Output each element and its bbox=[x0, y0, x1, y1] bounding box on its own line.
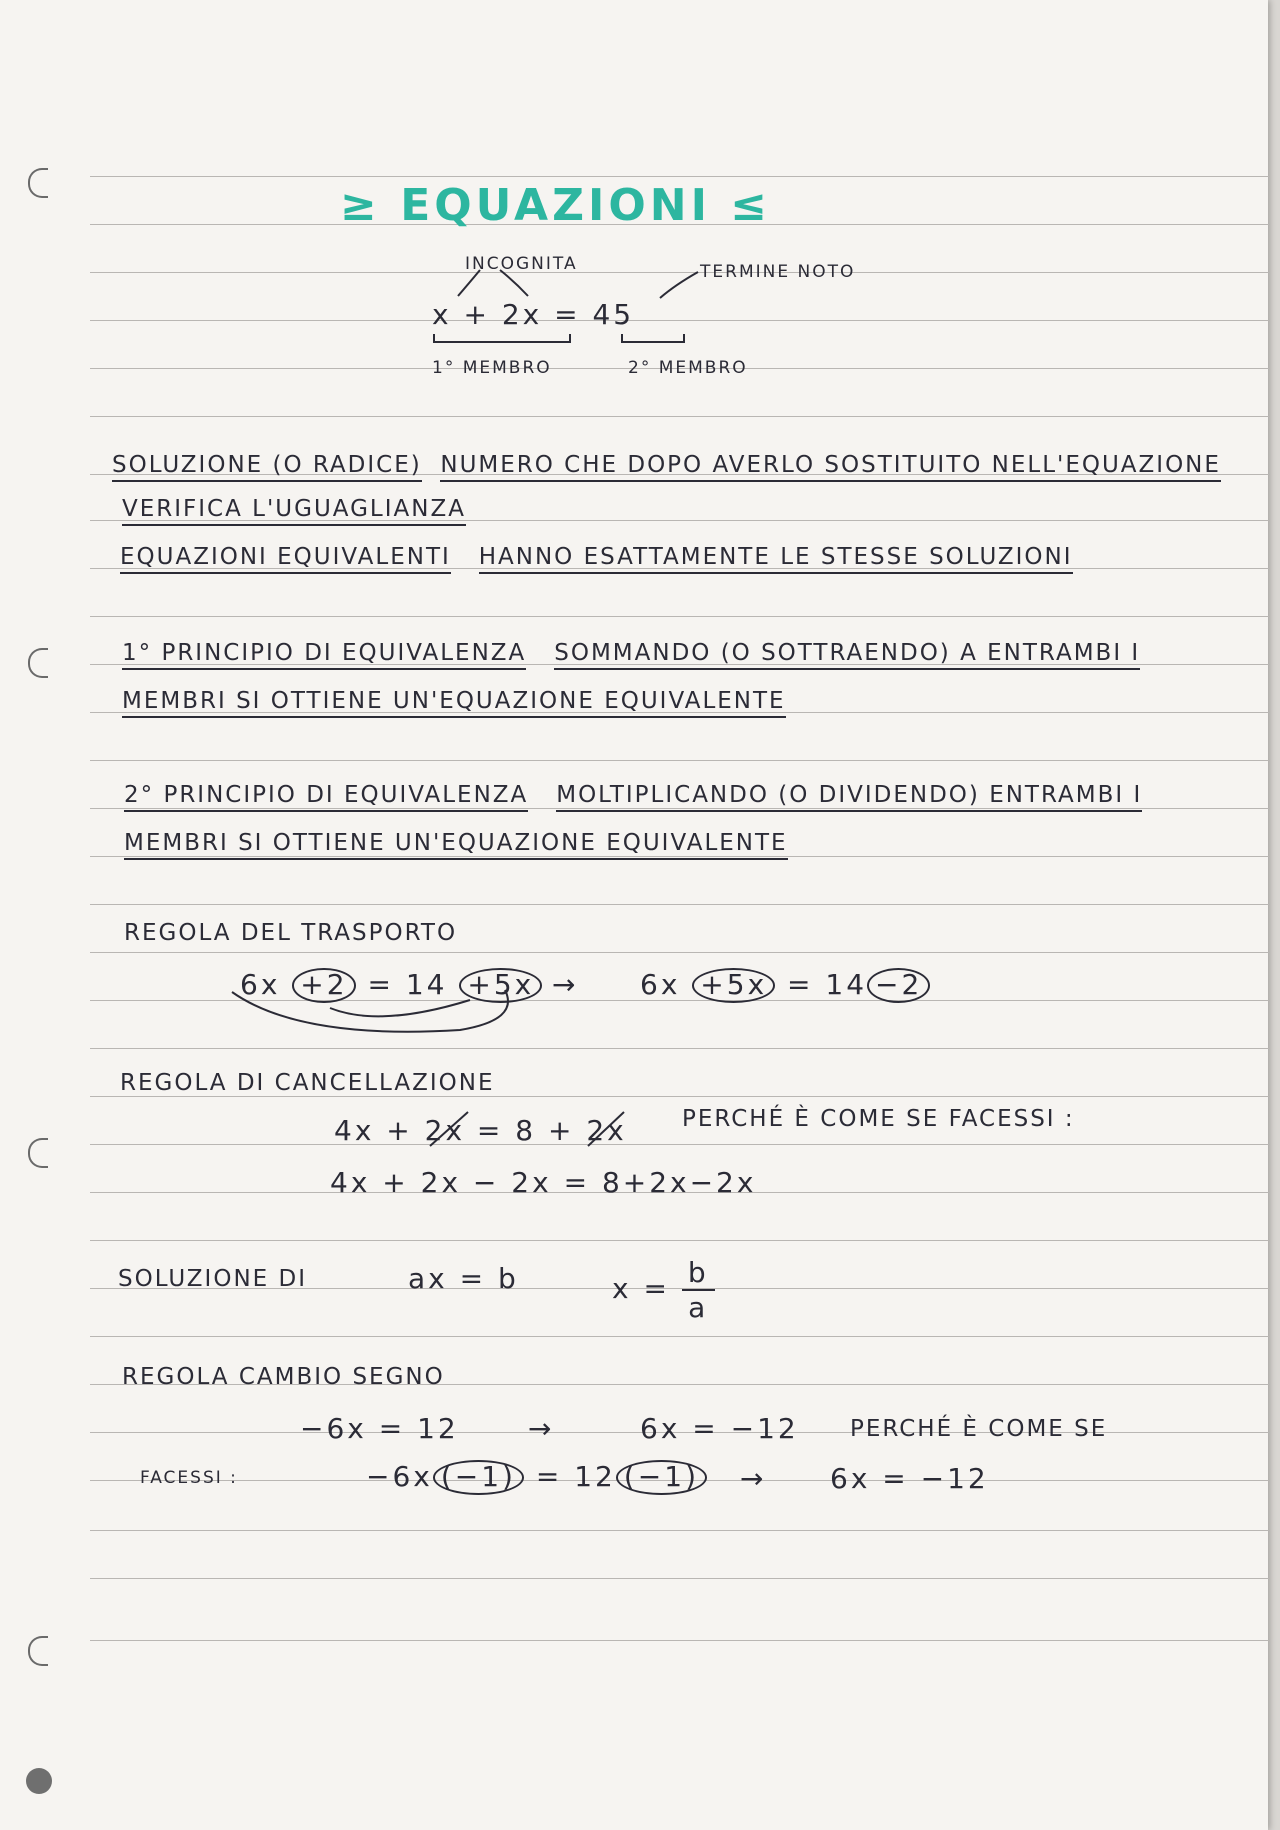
equivalenti-def: HANNO ESATTAMENTE LE STESSE SOLUZIONI bbox=[479, 544, 1073, 574]
cancellation-expanded: 4x + 2x − 2x = 8+2x−2x bbox=[330, 1166, 757, 1199]
example-equation: x + 2x = 45 bbox=[432, 298, 635, 331]
principle-1-def-2: MEMBRI SI OTTIENE UN'EQUAZIONE EQUIVALENTE bbox=[122, 688, 786, 718]
fraction-denominator: a bbox=[688, 1291, 709, 1324]
circled-term: +5x bbox=[692, 968, 775, 1003]
transport-term: 6x bbox=[640, 968, 693, 1001]
circled-factor: (−1) bbox=[616, 1460, 707, 1495]
circled-term: +2 bbox=[292, 968, 355, 1003]
cancellation-note: PERCHÉ È COME SE FACESSI : bbox=[682, 1106, 1075, 1132]
principle-2-def-2: MEMBRI SI OTTIENE UN'EQUAZIONE EQUIVALENTE bbox=[124, 830, 788, 860]
title-left-deco: ≥ bbox=[340, 180, 381, 231]
principle-1-def-1: SOMMANDO (O SOTTRAENDO) A ENTRAMBI I bbox=[554, 640, 1140, 670]
sign-rule-note: PERCHÉ È COME SE bbox=[850, 1416, 1108, 1442]
principle-2-line-1 bbox=[124, 782, 1142, 808]
label-termine-noto: TERMINE NOTO bbox=[700, 262, 856, 282]
principle-1-line-2 bbox=[122, 688, 786, 714]
soluzione-term: SOLUZIONE (O RADICE) bbox=[112, 452, 422, 482]
arrow-to-45 bbox=[660, 272, 698, 298]
principle-1-line-1 bbox=[122, 640, 1140, 666]
sign-rule-result: 6x = −12 bbox=[640, 1412, 799, 1445]
sign-rule-arrow: → bbox=[528, 1412, 555, 1445]
second-member-bracket bbox=[622, 334, 684, 342]
solution-ax-heading: SOLUZIONE DI bbox=[118, 1266, 307, 1292]
title-text: EQUAZIONI bbox=[400, 180, 711, 231]
sign-rule-equation: −6x = 12 bbox=[300, 1412, 459, 1445]
sign-rule-final: 6x = −12 bbox=[830, 1462, 989, 1495]
circled-term: −2 bbox=[867, 968, 930, 1003]
equivalenti-term: EQUAZIONI EQUIVALENTI bbox=[120, 544, 451, 574]
sign-rule-multiplied bbox=[366, 1460, 707, 1495]
transport-rule-heading: REGOLA DEL TRASPORTO bbox=[124, 920, 458, 946]
principle-2-def-1: MOLTIPLICANDO (O DIVIDENDO) ENTRAMBI I bbox=[556, 782, 1142, 812]
sign-rule-arrow-2: → bbox=[740, 1462, 767, 1495]
transport-equation-before bbox=[240, 968, 542, 1003]
cancellation-equation: 4x + 2x = 8 + 2x bbox=[334, 1114, 627, 1147]
soluzione-line-2 bbox=[122, 496, 466, 522]
transport-arrow: → bbox=[552, 968, 579, 1001]
principle-2-term: 2° PRINCIPIO DI EQUIVALENZA bbox=[124, 782, 528, 812]
equivalenti-line bbox=[120, 544, 1073, 570]
principle-1-term: 1° PRINCIPIO DI EQUIVALENZA bbox=[122, 640, 526, 670]
label-first-member: 1° MEMBRO bbox=[432, 358, 552, 378]
principle-2-line-2 bbox=[124, 830, 788, 856]
mult-term: = 12 bbox=[523, 1460, 616, 1493]
fraction bbox=[682, 1256, 715, 1324]
mult-term: −6x bbox=[366, 1460, 433, 1493]
label-incognita: INCOGNITA bbox=[465, 254, 578, 274]
soluzione-line-1 bbox=[112, 452, 1221, 478]
solution-lhs: x = bbox=[612, 1272, 670, 1305]
solution-ax-equation: ax = b bbox=[408, 1262, 519, 1295]
sign-rule-facessi: FACESSI : bbox=[140, 1468, 238, 1488]
arrow-to-x bbox=[458, 270, 480, 296]
transport-term: = 14 bbox=[775, 968, 868, 1001]
solution-ax-result bbox=[612, 1256, 715, 1324]
soluzione-def-2: VERIFICA L'UGUAGLIANZA bbox=[122, 496, 466, 526]
title-right-deco: ≤ bbox=[730, 180, 772, 231]
circled-factor: (−1) bbox=[433, 1460, 524, 1495]
fraction-numerator: b bbox=[682, 1256, 715, 1291]
cancellation-rule-heading: REGOLA DI CANCELLAZIONE bbox=[120, 1070, 495, 1096]
label-second-member: 2° MEMBRO bbox=[628, 358, 748, 378]
transport-term: = 14 bbox=[355, 968, 460, 1001]
transport-term: 6x bbox=[240, 968, 293, 1001]
first-member-bracket bbox=[434, 334, 570, 342]
circled-term: +5x bbox=[459, 968, 542, 1003]
transport-equation-after bbox=[640, 968, 930, 1003]
sign-rule-heading: REGOLA CAMBIO SEGNO bbox=[122, 1364, 445, 1390]
soluzione-def-1: NUMERO CHE DOPO AVERLO SOSTITUITO NELL'EQUAZIONE bbox=[440, 452, 1221, 482]
arrow-to-2x bbox=[500, 270, 528, 296]
